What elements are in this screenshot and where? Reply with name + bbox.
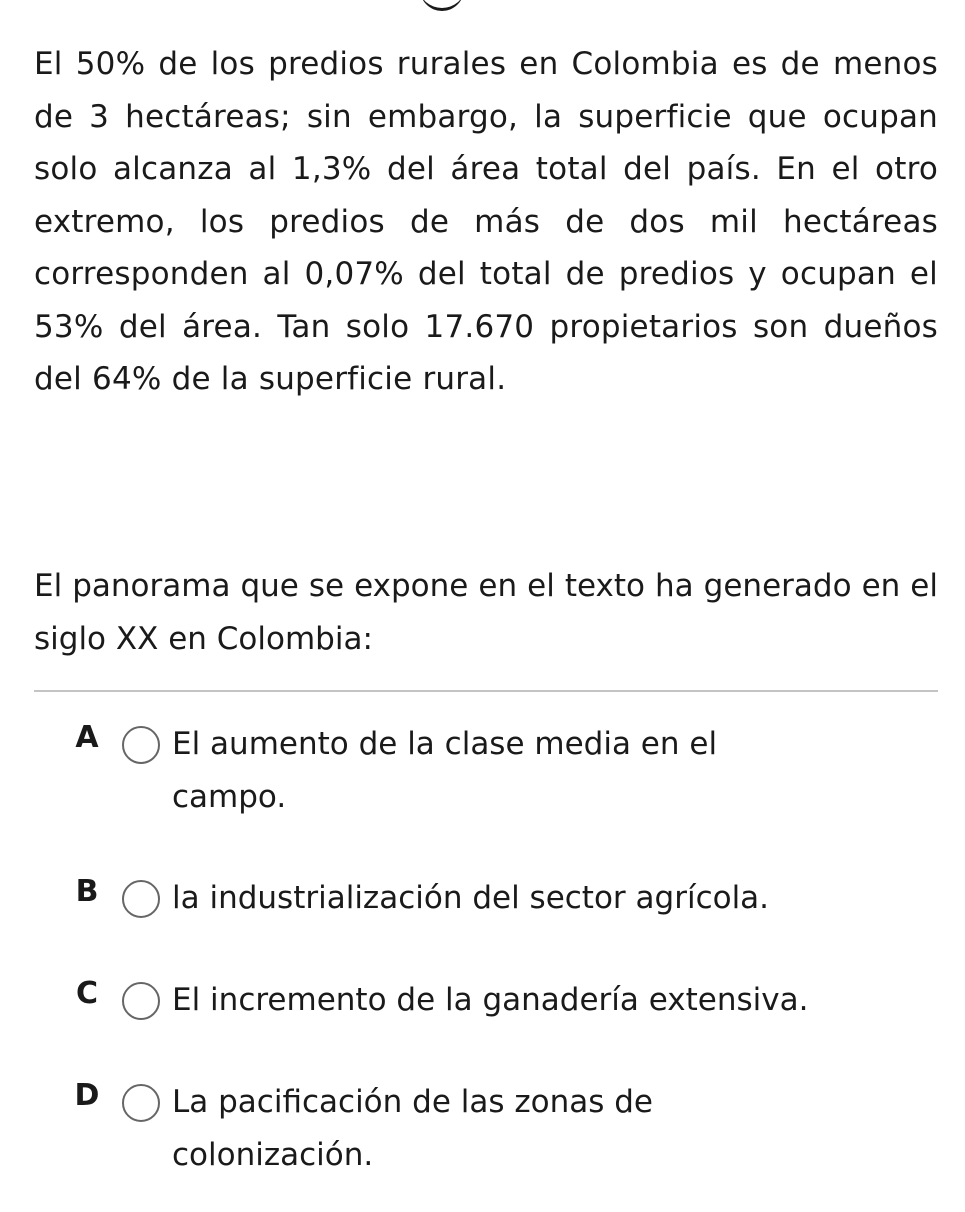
radio-button-a[interactable] — [122, 726, 160, 764]
cropped-header-fragment — [420, 0, 464, 11]
option-letter: B — [75, 874, 99, 909]
radio-button-b[interactable] — [122, 880, 160, 918]
answer-option-c[interactable] — [34, 974, 938, 1030]
divider — [34, 690, 938, 692]
option-text: El aumento de la clase media en el campo. — [172, 726, 718, 815]
radio-button-c[interactable] — [122, 982, 160, 1020]
answer-option-a[interactable] — [34, 718, 938, 828]
option-text: la industrialización del sector agrícola. — [172, 880, 770, 916]
option-letter: C — [75, 976, 99, 1011]
option-letter: A — [75, 720, 99, 755]
option-text: La pacificación de las zonas de colonización. — [172, 1084, 653, 1173]
answer-option-d[interactable] — [34, 1076, 938, 1186]
option-letter: D — [74, 1078, 100, 1113]
radio-button-d[interactable] — [122, 1084, 160, 1122]
answer-option-b[interactable] — [34, 872, 938, 928]
question-stem: El panorama que se expone en el texto ha generado en el siglo XX en Colombia: — [34, 568, 938, 657]
passage-text: El 50% de los predios rurales en Colombia es de menos de 3 hectáreas; sin embargo, la superficie que ocupan solo alcanza al 1,3% del área total del país. En el otro extremo, los predios de más de dos mil hectáreas corresponden al 0,07% del total de predios y ocupan el 53% del área. Tan solo 17.670 propietarios son dueños del 64% de la superficie rural. — [34, 46, 938, 397]
option-text: El incremento de la ganadería extensiva. — [172, 982, 809, 1018]
